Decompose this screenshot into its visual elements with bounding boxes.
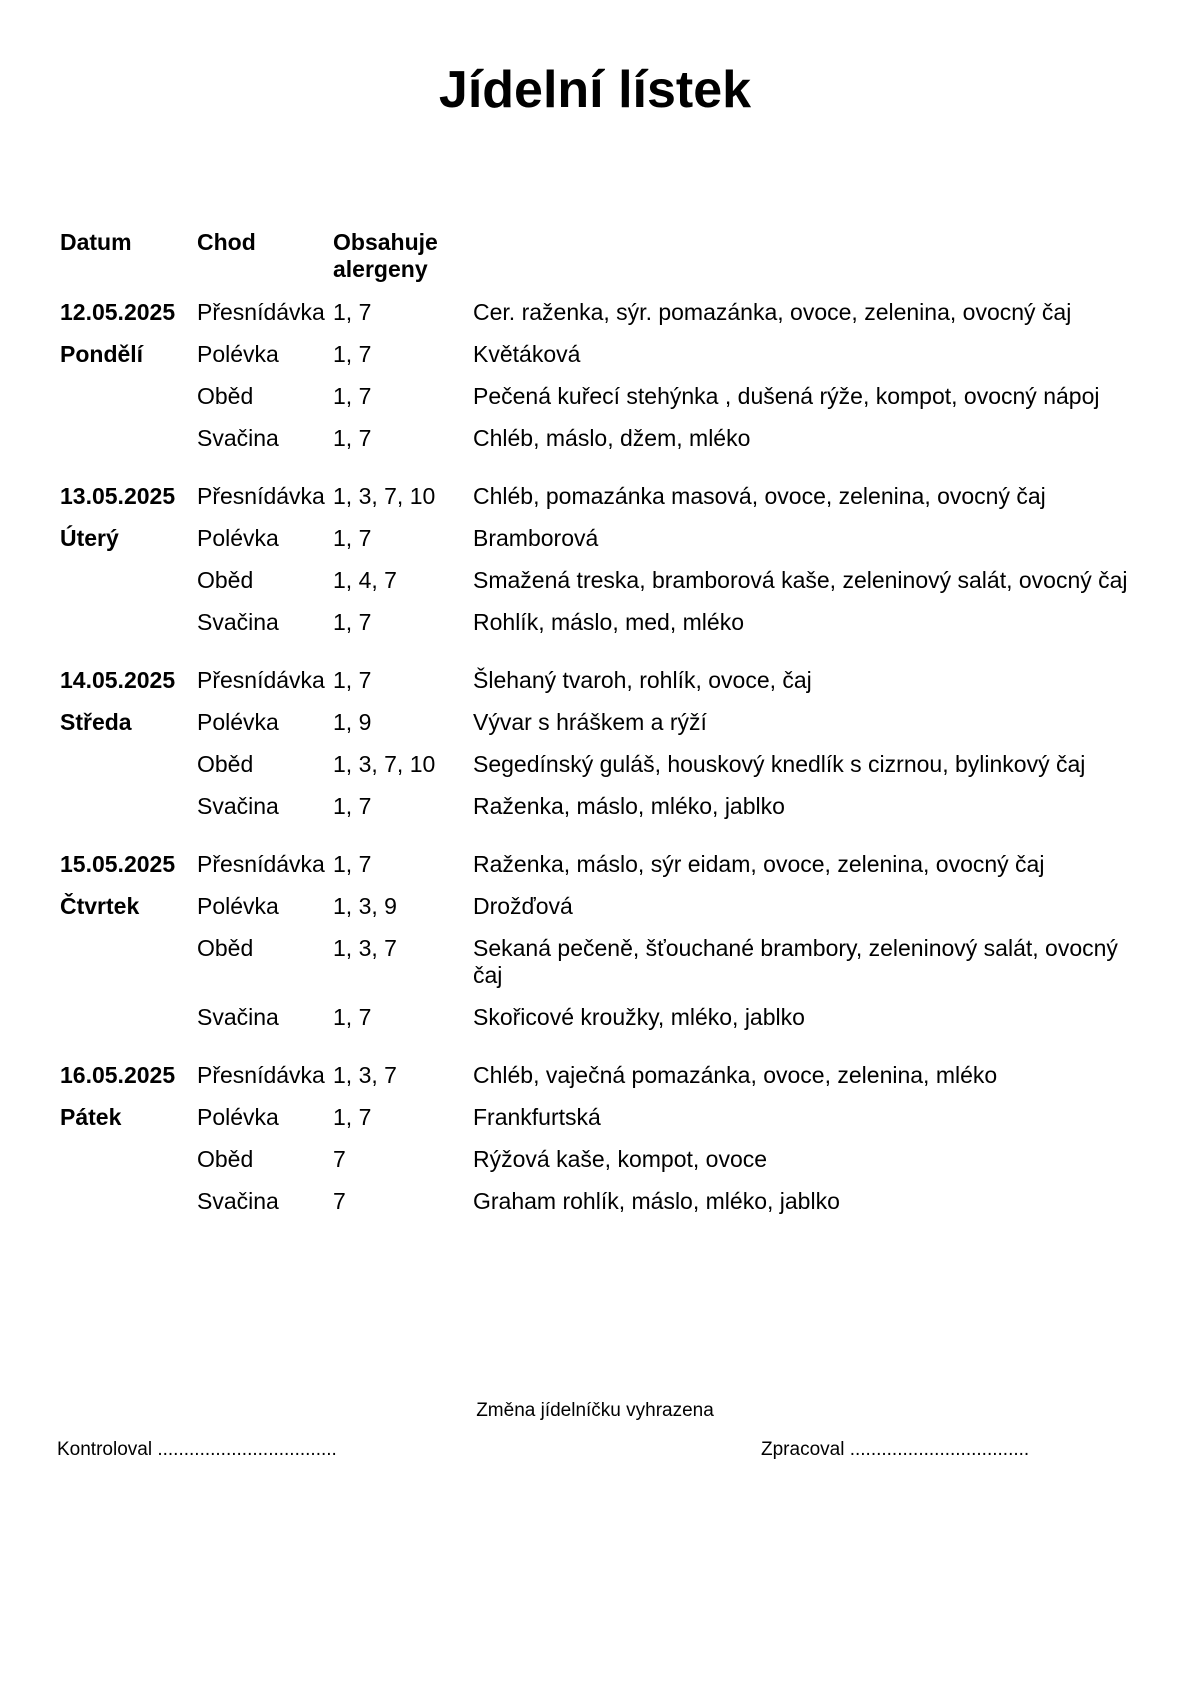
meal-dish: Vývar s hráškem a rýží (473, 709, 707, 735)
meal-dish: Frankfurtská (473, 1104, 601, 1130)
meal-allergens: 1, 7 (333, 1004, 372, 1030)
day-weekday: Pondělí (60, 341, 144, 367)
day-weekday: Pátek (60, 1104, 122, 1130)
table-row (60, 709, 1140, 736)
meal-course: Oběd (197, 1146, 254, 1172)
table-row (60, 751, 1140, 778)
prepared-by-signature-line: Zpracoval .................................. (761, 1439, 1030, 1460)
meal-allergens: 1, 7 (333, 609, 372, 635)
table-row (60, 425, 1140, 452)
meal-dish: Květáková (473, 341, 581, 367)
meal-course: Přesnídávka (197, 299, 325, 325)
meal-dish: Šlehaný tvaroh, rohlík, ovoce, čaj (473, 667, 812, 693)
meal-course: Svačina (197, 425, 279, 451)
meal-allergens: 1, 7 (333, 667, 372, 693)
meal-allergens: 1, 7 (333, 1104, 372, 1130)
meal-dish: Rýžová kaše, kompot, ovoce (473, 1146, 768, 1172)
header-allergens: Obsahuje alergeny (333, 229, 438, 282)
meal-allergens: 1, 7 (333, 341, 372, 367)
meal-course: Svačina (197, 1188, 279, 1214)
table-row (60, 299, 1140, 326)
meal-allergens: 1, 3, 7, 10 (333, 483, 436, 509)
meal-course: Přesnídávka (197, 851, 325, 877)
meal-dish: Pečená kuřecí stehýnka , dušená rýže, kompot, ovocný nápoj (473, 383, 1100, 409)
day-date: 13.05.2025 (60, 483, 176, 509)
meal-allergens: 1, 3, 9 (333, 893, 397, 919)
table-row (60, 1062, 1140, 1089)
table-row (60, 1104, 1140, 1131)
meal-course: Polévka (197, 709, 279, 735)
day-weekday: Středa (60, 709, 132, 735)
table-row (60, 851, 1140, 878)
meal-dish: Segedínský guláš, houskový knedlík s cizrnou, bylinkový čaj (473, 751, 1086, 777)
meal-dish: Graham rohlík, máslo, mléko, jablko (473, 1188, 840, 1214)
table-row (60, 1188, 1140, 1215)
meal-course: Přesnídávka (197, 1062, 325, 1088)
meal-course: Svačina (197, 793, 279, 819)
meal-allergens: 7 (333, 1188, 346, 1214)
header-course: Chod (197, 229, 256, 255)
day-group (60, 851, 1140, 1031)
day-group (60, 483, 1140, 636)
meal-allergens: 7 (333, 1146, 346, 1172)
meal-course: Oběd (197, 935, 254, 961)
meal-course: Svačina (197, 1004, 279, 1030)
meal-allergens: 1, 7 (333, 383, 372, 409)
day-date: 15.05.2025 (60, 851, 176, 877)
table-header (60, 229, 1140, 283)
day-date: 12.05.2025 (60, 299, 176, 325)
day-group (60, 1062, 1140, 1215)
meal-allergens: 1, 4, 7 (333, 567, 397, 593)
table-row (60, 893, 1140, 920)
meal-allergens: 1, 7 (333, 851, 372, 877)
meal-course: Oběd (197, 567, 254, 593)
table-row (60, 609, 1140, 636)
checked-by-signature-line: Kontroloval .................................. (57, 1439, 337, 1460)
meal-course: Polévka (197, 893, 279, 919)
table-row (60, 525, 1140, 552)
meal-course: Oběd (197, 383, 254, 409)
table-row (60, 1146, 1140, 1173)
menu-change-note: Změna jídelníčku vyhrazena (476, 1400, 714, 1421)
table-row (60, 483, 1140, 510)
meal-dish: Chléb, vaječná pomazánka, ovoce, zelenina, mléko (473, 1062, 998, 1088)
meal-dish: Smažená treska, bramborová kaše, zeleninový salát, ovocný čaj (473, 567, 1128, 593)
table-row (60, 935, 1140, 989)
meal-course: Polévka (197, 1104, 279, 1130)
day-date: 16.05.2025 (60, 1062, 176, 1088)
meal-dish: Skořicové kroužky, mléko, jablko (473, 1004, 805, 1030)
meal-course: Přesnídávka (197, 667, 325, 693)
menu-table (60, 229, 1140, 1246)
day-weekday: Čtvrtek (60, 893, 140, 919)
meal-dish: Rohlík, máslo, med, mléko (473, 609, 744, 635)
page-title: Jídelní lístek (438, 61, 752, 119)
meal-allergens: 1, 3, 7 (333, 935, 397, 961)
table-row (60, 667, 1140, 694)
table-row (60, 793, 1140, 820)
table-row (60, 383, 1140, 410)
meal-dish: Chléb, máslo, džem, mléko (473, 425, 751, 451)
table-row (60, 567, 1140, 594)
meal-dish: Raženka, máslo, sýr eidam, ovoce, zelenina, ovocný čaj (473, 851, 1045, 877)
meal-allergens: 1, 7 (333, 793, 372, 819)
day-group (60, 299, 1140, 452)
meal-allergens: 1, 3, 7, 10 (333, 751, 436, 777)
meal-allergens: 1, 9 (333, 709, 372, 735)
header-date: Datum (60, 229, 132, 255)
meal-dish: Drožďová (473, 893, 573, 919)
meal-dish: Bramborová (473, 525, 599, 551)
meal-allergens: 1, 7 (333, 425, 372, 451)
meal-course: Polévka (197, 341, 279, 367)
meal-allergens: 1, 7 (333, 525, 372, 551)
days-list (60, 299, 1140, 1215)
meal-dish: Sekaná pečeně, šťouchané brambory, zeleninový salát, ovocný čaj (473, 935, 1118, 988)
table-row (60, 1004, 1140, 1031)
meal-dish: Cer. raženka, sýr. pomazánka, ovoce, zelenina, ovocný čaj (473, 299, 1072, 325)
day-group (60, 667, 1140, 820)
meal-course: Přesnídávka (197, 483, 325, 509)
meal-course: Svačina (197, 609, 279, 635)
table-row (60, 341, 1140, 368)
meal-course: Oběd (197, 751, 254, 777)
day-date: 14.05.2025 (60, 667, 176, 693)
day-weekday: Úterý (60, 525, 119, 551)
meal-course: Polévka (197, 525, 279, 551)
meal-allergens: 1, 7 (333, 299, 372, 325)
meal-dish: Chléb, pomazánka masová, ovoce, zelenina, ovocný čaj (473, 483, 1046, 509)
meal-dish: Raženka, máslo, mléko, jablko (473, 793, 785, 819)
meal-allergens: 1, 3, 7 (333, 1062, 397, 1088)
